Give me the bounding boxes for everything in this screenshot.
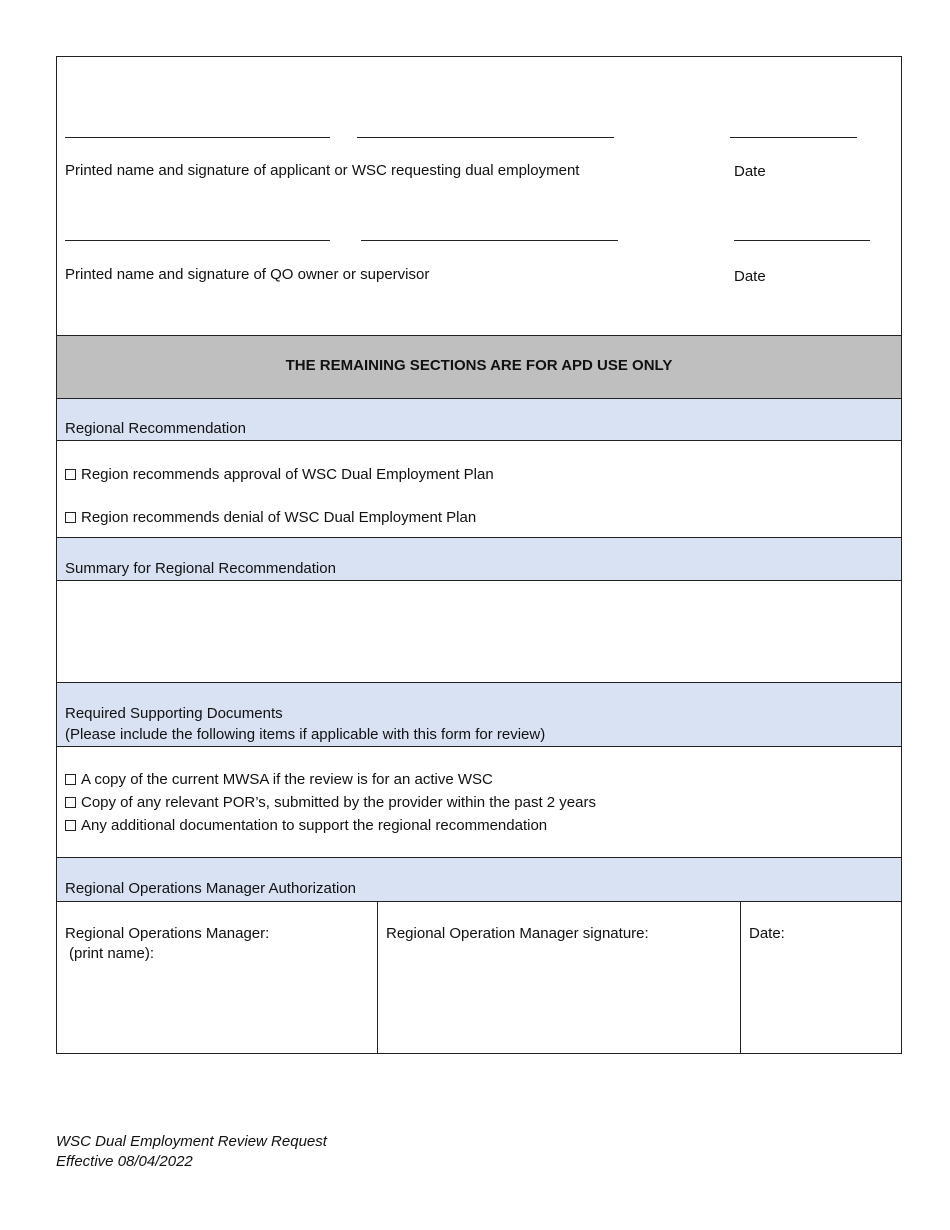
apd-header-text: THE REMAINING SECTIONS ARE FOR APD USE ONLY <box>285 357 673 374</box>
supervisor-date-line[interactable] <box>734 240 870 241</box>
document-item-label: A copy of the current MWSA if the review is for an active WSC <box>81 771 493 788</box>
form-frame <box>56 56 902 1054</box>
document-checkbox[interactable] <box>65 774 76 785</box>
applicant-name-line[interactable] <box>65 137 330 138</box>
document-item-label: Any additional documentation to support the regional recommendation <box>81 817 548 834</box>
document-item[interactable] <box>65 794 596 811</box>
supervisor-date-label: Date <box>734 268 766 285</box>
document-checkbox[interactable] <box>65 797 76 808</box>
footer-effective-date: Effective 08/04/2022 <box>56 1153 193 1170</box>
manager-date-label: Date: <box>749 925 785 942</box>
denial-label: Region recommends denial of WSC Dual Employment Plan <box>81 509 477 526</box>
approval-checkbox[interactable] <box>65 469 76 480</box>
regional-recommendation-heading: Regional Recommendation <box>65 420 246 437</box>
manager-sublabel: (print name): <box>69 945 155 962</box>
applicant-signature-label: Printed name and signature of applicant or WSC requesting dual employment <box>65 162 580 179</box>
divider <box>57 746 901 747</box>
supervisor-signature-line[interactable] <box>361 240 618 241</box>
approval-label: Region recommends approval of WSC Dual Employment Plan <box>81 466 494 483</box>
summary-text-area[interactable] <box>57 581 901 682</box>
summary-heading: Summary for Regional Recommendation <box>65 560 336 577</box>
applicant-signature-line[interactable] <box>357 137 614 138</box>
document-item[interactable] <box>65 771 493 788</box>
manager-label: Regional Operations Manager: <box>65 925 270 942</box>
manager-print-name-cell[interactable] <box>57 902 377 1053</box>
supporting-documents-heading: Required Supporting Documents <box>65 705 283 722</box>
summary-band <box>57 538 901 580</box>
document-item-label: Copy of any relevant POR’s, submitted by the provider within the past 2 years <box>81 794 596 811</box>
authorization-band <box>57 858 901 901</box>
divider <box>57 440 901 441</box>
apd-header-bar <box>57 336 901 398</box>
document-checkbox[interactable] <box>65 820 76 831</box>
applicant-date-label: Date <box>734 163 766 180</box>
supporting-documents-subheading: (Please include the following items if applicable with this form for review) <box>65 726 546 743</box>
supervisor-name-line[interactable] <box>65 240 330 241</box>
supporting-documents-band <box>57 683 901 746</box>
authorization-heading: Regional Operations Manager Authorization <box>65 880 357 897</box>
manager-date-cell[interactable] <box>741 902 901 1053</box>
document-item[interactable] <box>65 817 547 834</box>
denial-checkbox[interactable] <box>65 512 76 523</box>
footer-title: WSC Dual Employment Review Request <box>56 1133 327 1150</box>
manager-signature-cell[interactable] <box>378 902 740 1053</box>
manager-signature-label: Regional Operation Manager signature: <box>386 925 649 942</box>
supervisor-signature-label: Printed name and signature of QO owner or supervisor <box>65 266 430 283</box>
applicant-date-line[interactable] <box>730 137 857 138</box>
recommend-denial-option[interactable] <box>65 509 476 526</box>
regional-recommendation-band <box>57 399 901 440</box>
recommend-approval-option[interactable] <box>65 466 494 483</box>
